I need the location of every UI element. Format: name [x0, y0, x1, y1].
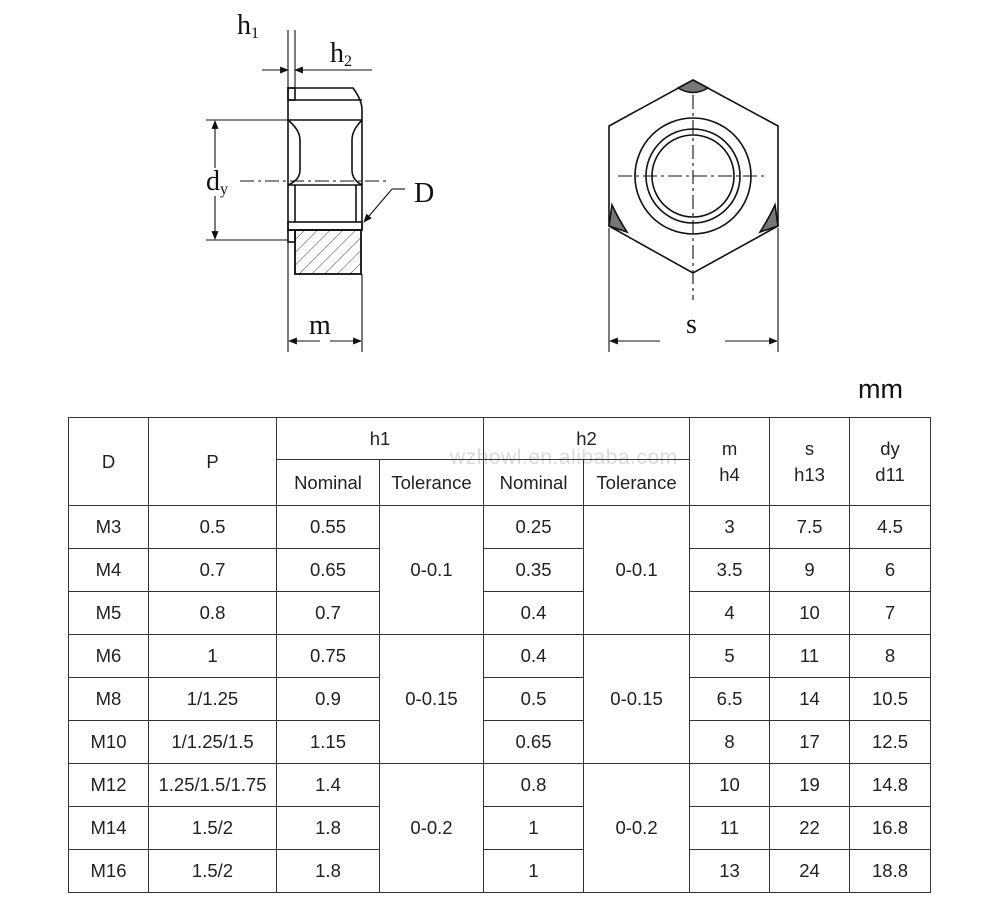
header-m-line2: h4: [719, 463, 740, 485]
watermark: wzhowl.en.alibaba.com: [450, 446, 678, 469]
cell-dy: 18.8: [850, 850, 931, 893]
table-row: [69, 549, 931, 592]
cell-dy: 10.5: [850, 678, 931, 721]
cell-m: 3: [690, 506, 770, 549]
cell-h2-nominal: 0.35: [484, 549, 584, 592]
cell-D: M16: [69, 850, 149, 893]
cell-m: 4: [690, 592, 770, 635]
cell-dy: 16.8: [850, 807, 931, 850]
table-row: [69, 807, 931, 850]
header-h2-tolerance: Tolerance: [584, 460, 690, 506]
cell-s: 19: [770, 764, 850, 807]
cell-s: 22: [770, 807, 850, 850]
cell-P: 0.8: [149, 592, 277, 635]
cell-m: 6.5: [690, 678, 770, 721]
cell-m: 3.5: [690, 549, 770, 592]
cell-h2-nominal: 0.8: [484, 764, 584, 807]
dy-label: d: [206, 166, 220, 197]
cell-h1-nominal: 1.15: [277, 721, 380, 764]
h2-label: h: [330, 38, 344, 69]
header-dy-line2: d11: [875, 463, 905, 485]
cell-m: 8: [690, 721, 770, 764]
cell-P: 1.25/1.5/1.75: [149, 764, 277, 807]
table-row: [69, 635, 931, 678]
table-row: [69, 506, 931, 549]
unit-label: mm: [858, 374, 903, 404]
header-s: [770, 418, 850, 506]
table-row: [69, 850, 931, 893]
cell-D: M8: [69, 678, 149, 721]
cell-s: 10: [770, 592, 850, 635]
cell-dy: 7: [850, 592, 931, 635]
cell-h1-nominal: 0.7: [277, 592, 380, 635]
cell-h2-tolerance: 0-0.1: [584, 506, 690, 635]
cell-dy: 12.5: [850, 721, 931, 764]
cell-m: 5: [690, 635, 770, 678]
cell-h2-tolerance: 0-0.2: [584, 764, 690, 893]
m-label: m: [309, 310, 331, 341]
technical-drawing: [0, 0, 1000, 400]
header-h1-nominal: Nominal: [277, 460, 380, 506]
cell-h2-nominal: 0.4: [484, 592, 584, 635]
header-h1: h1: [277, 418, 484, 460]
header-h1-tolerance: Tolerance: [380, 460, 484, 506]
cell-D: M4: [69, 549, 149, 592]
D-label: D: [414, 178, 435, 209]
cell-D: M14: [69, 807, 149, 850]
table-row: [69, 764, 931, 807]
cell-h1-tolerance: 0-0.15: [380, 635, 484, 764]
cell-s: 9: [770, 549, 850, 592]
table-row: [69, 721, 931, 764]
cell-s: 24: [770, 850, 850, 893]
cell-h2-tolerance: 0-0.15: [584, 635, 690, 764]
svg-text:dy: [206, 166, 228, 198]
cell-dy: 14.8: [850, 764, 931, 807]
cell-h2-nominal: 1: [484, 807, 584, 850]
spec-table: [68, 417, 931, 893]
header-h2: h2: [484, 418, 690, 460]
cell-P: 1.5/2: [149, 807, 277, 850]
cell-D: M5: [69, 592, 149, 635]
s-label: s: [686, 309, 697, 340]
cell-D: M6: [69, 635, 149, 678]
cell-D: M12: [69, 764, 149, 807]
header-D: D: [69, 418, 149, 506]
header-dy-line1: dy: [880, 437, 900, 459]
header-row-1: [69, 418, 931, 460]
h1-subscript: 1: [251, 25, 259, 42]
cell-D: M3: [69, 506, 149, 549]
table-row: [69, 592, 931, 635]
cell-P: 1/1.25: [149, 678, 277, 721]
header-m-line1: m: [721, 437, 738, 459]
cell-h2-nominal: 0.4: [484, 635, 584, 678]
cell-h2-nominal: 0.5: [484, 678, 584, 721]
cell-dy: 6: [850, 549, 931, 592]
side-view-dimensions: [206, 30, 405, 352]
cell-dy: 4.5: [850, 506, 931, 549]
cell-m: 13: [690, 850, 770, 893]
cell-D: M10: [69, 721, 149, 764]
cell-h2-nominal: 1: [484, 850, 584, 893]
cell-P: 0.5: [149, 506, 277, 549]
h2-subscript: 2: [344, 53, 352, 70]
cell-m: 10: [690, 764, 770, 807]
cell-h1-nominal: 0.9: [277, 678, 380, 721]
cell-h1-nominal: 1.8: [277, 807, 380, 850]
cell-m: 11: [690, 807, 770, 850]
cell-P: 1: [149, 635, 277, 678]
cell-h1-tolerance: 0-0.2: [380, 764, 484, 893]
header-s-line2: h13: [794, 463, 825, 485]
header-m: [690, 418, 770, 506]
table-row: [69, 678, 931, 721]
cell-dy: 8: [850, 635, 931, 678]
cell-P: 1.5/2: [149, 850, 277, 893]
cell-s: 17: [770, 721, 850, 764]
cell-h1-tolerance: 0-0.1: [380, 506, 484, 635]
cell-h1-nominal: 0.65: [277, 549, 380, 592]
header-s-line1: s: [804, 437, 815, 459]
cell-P: 0.7: [149, 549, 277, 592]
cell-s: 11: [770, 635, 850, 678]
cell-s: 7.5: [770, 506, 850, 549]
header-h2-nominal: Nominal: [484, 460, 584, 506]
dy-subscript: y: [220, 181, 228, 198]
cell-s: 14: [770, 678, 850, 721]
cell-h1-nominal: 0.55: [277, 506, 380, 549]
cell-h1-nominal: 0.75: [277, 635, 380, 678]
header-dy: [850, 418, 931, 506]
cell-h1-nominal: 1.8: [277, 850, 380, 893]
cell-h1-nominal: 1.4: [277, 764, 380, 807]
svg-text:h1: [237, 10, 259, 42]
svg-text:h2: [330, 38, 352, 70]
cell-h2-nominal: 0.65: [484, 721, 584, 764]
h1-label: h: [237, 10, 251, 41]
header-P: P: [149, 418, 277, 506]
cell-h2-nominal: 0.25: [484, 506, 584, 549]
cell-P: 1/1.25/1.5: [149, 721, 277, 764]
